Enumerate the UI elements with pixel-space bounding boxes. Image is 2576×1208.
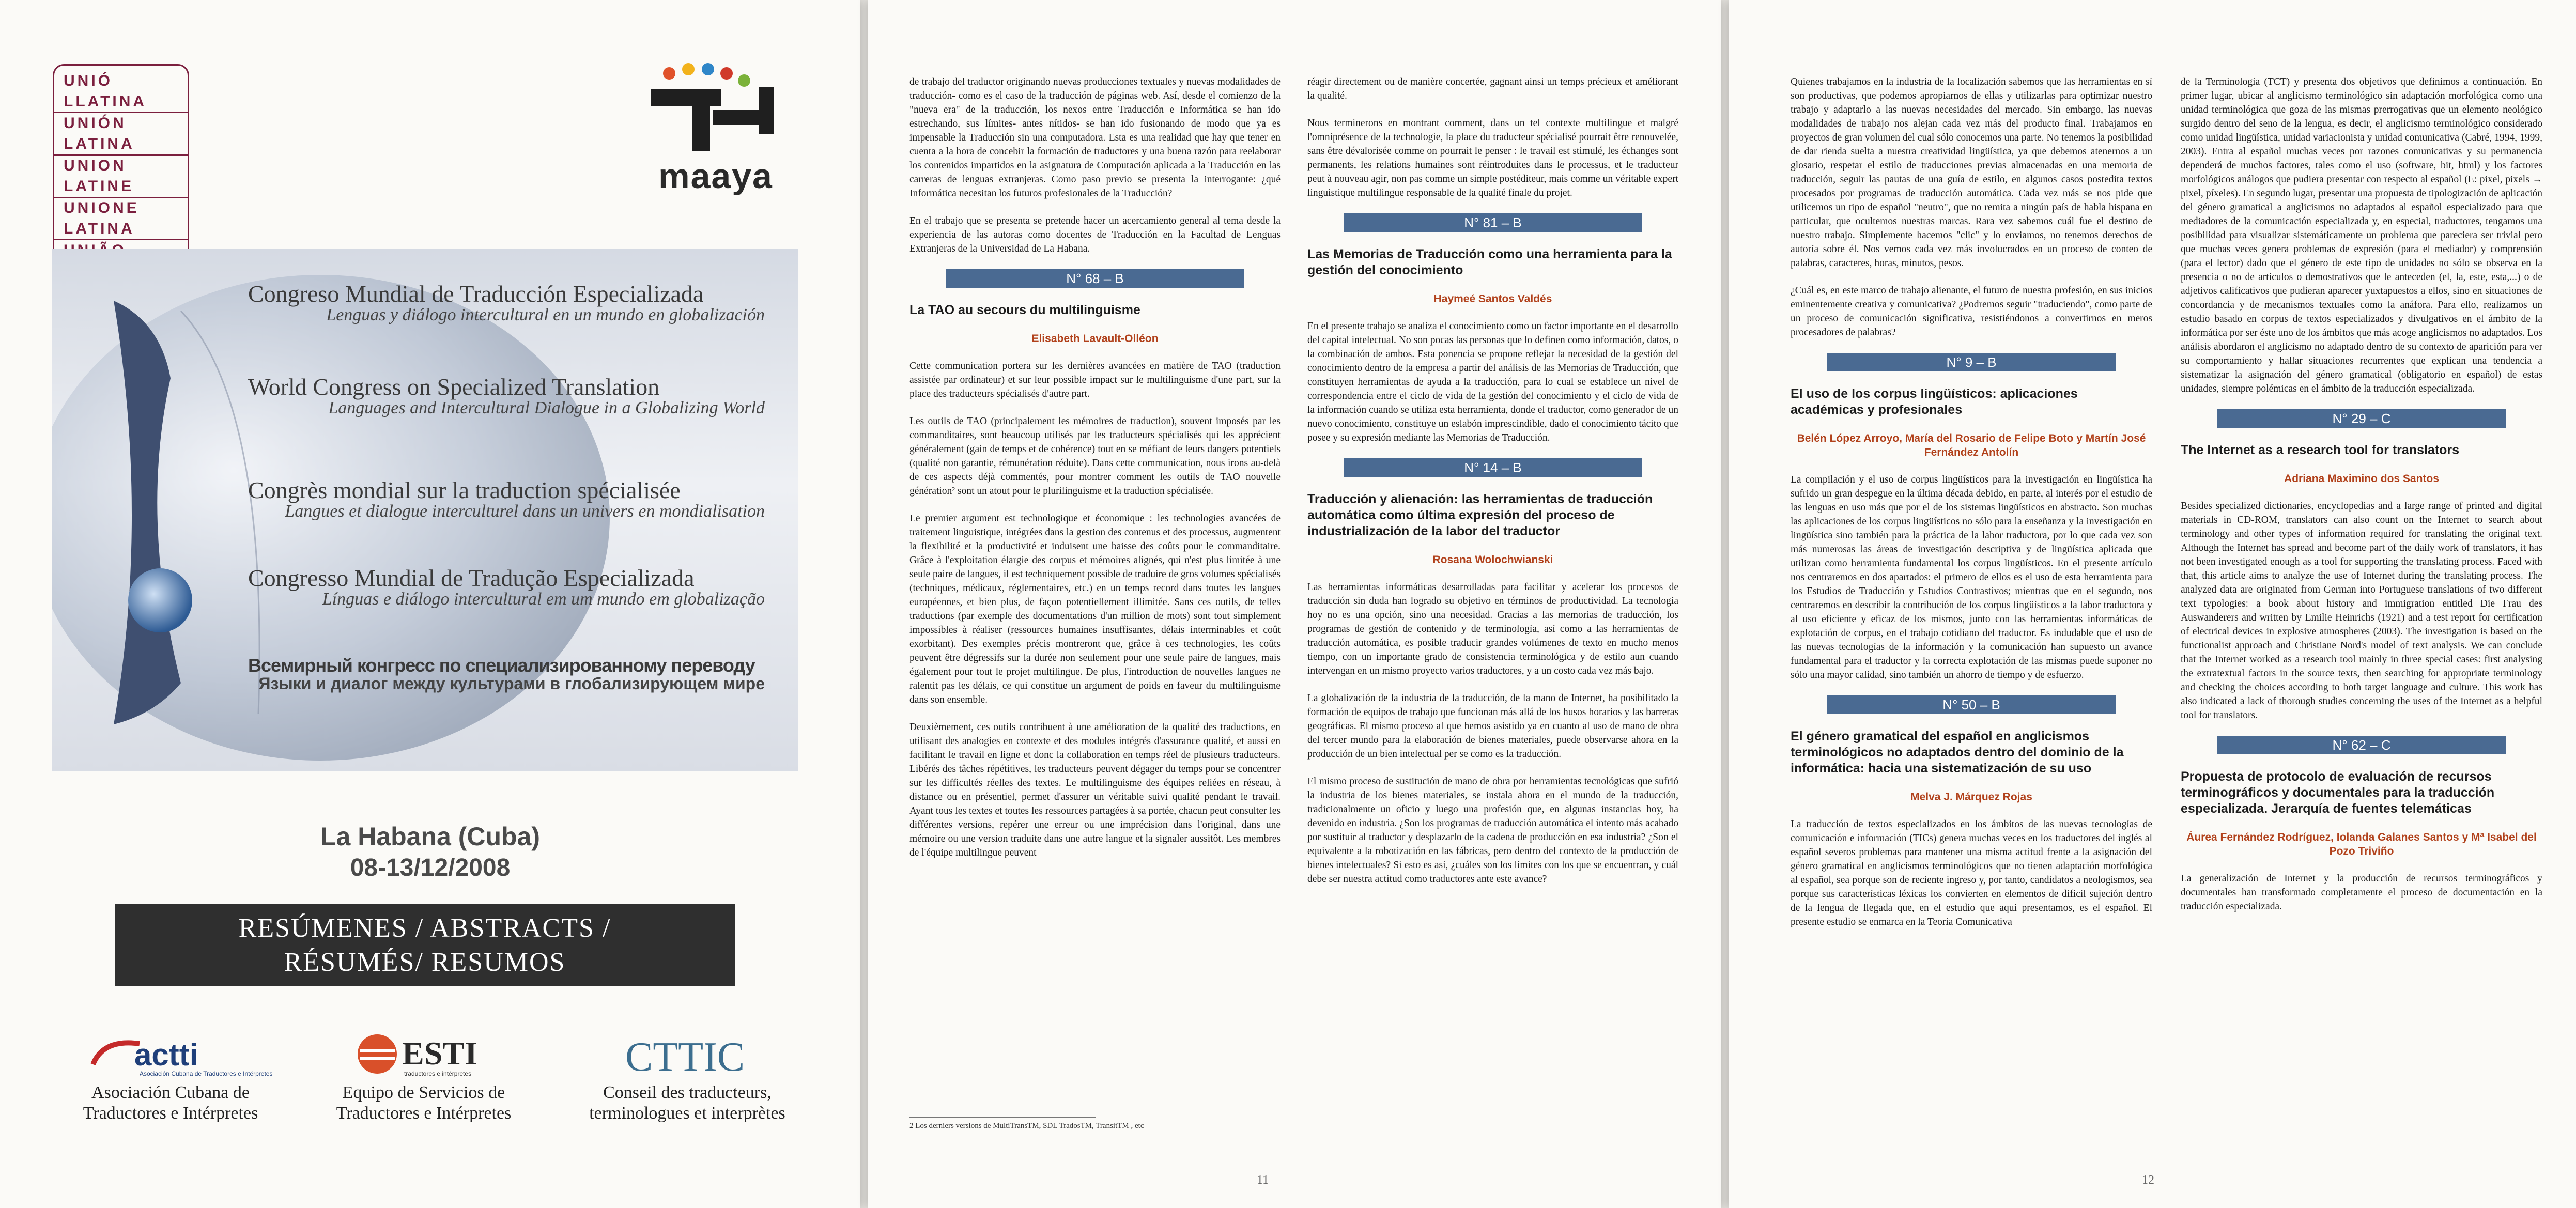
congress-dates: 08-13/12/2008 — [350, 854, 511, 881]
abstract-title: El uso de los corpus lingüísticos: aplicaciones académicas y profesionales — [1791, 386, 2078, 417]
paragraph: Deuxièmement, ces outils contribuent à une amélioration de la qualité des traductions, en utilisant des analogies en contexte et des modules intégrés d'assurance qualité, et aussi en facilitant le travail en ligne et donc la collaboration en temps réel de plusieurs traducteurs. Libérés des tâches répétitives, les traducteurs peuvent dégager du temps pour se concentrer sur les difficultés réelles des textes. Le multilinguisme des équipes reliées en réseau, à distance ou en présentiel, permet d'assurer un véritable suivi qualité pendant le travail. Ayant tous les textes et toutes les ressources partagées à sa portée, chacun peut consulter les différentes versions, repérer une erreur ou une imprécision dans l'original, dans une mémoire ou une version traduite dans une autre langue et la signaler aussitôt. Les membres de l'équipe multilingue peuvent — [909, 722, 1281, 858]
paragraph: El mismo proceso de sustitución de mano de obra por herramientas tecnológicas que sufrió la industria de los bienes materiales, se instala ahora en el mundo de la traducción, tradicionalmente un oficio y luego una profesión que, en algunas instancias hoy, ha devenido en industria. ¿Son los programas de traducción automática el intento más acabado por sustituir al traductor y desplazarlo de la cadena de producción en esa industria? ¿Son el equivalente a la robotización en las fábricas, pero dentro del contexto de la producción de bienes intelectuales? Si esto es así, ¿cuáles son los límites con los que se encuentran, y cuál debe ser nuestra actitud como traductores ante este avance? — [1307, 776, 1678, 885]
paragraph: réagir directement ou de manière concertée, gagnant ainsi un temps précieux et améliorant la qualité. — [1307, 76, 1678, 101]
paragraph: Nous terminerons en montrant comment, dans un tel contexte multilingue et malgré l'omniprésence de la technologie, la place du traducteur spécialisé pourrait être renouvelée, sans être dévalorisée comme on pourrait le penser : le travail est stimulé, les échanges sont permanents, les relations humaines sont réintroduites dans le processus, et le traducteur peut à nouveau agir, non pas comme un simple postéditeur, mais comme un véritable expert linguistique multilingue responsable de la qualité finale du projet. — [1307, 118, 1678, 198]
title-es: Congreso Mundial de Traducción Especializada Lenguas y diálogo intercultural en un mundo en globalización — [248, 281, 765, 324]
cttic-logo-icon — [568, 1028, 806, 1080]
esti-logo-icon — [315, 1028, 532, 1080]
title-pt: Congresso Mundial de Tradução Especializada Línguas e diálogo intercultural em um mundo em globalização — [248, 565, 765, 609]
abstract-author: Áurea Fernández Rodríguez, Iolanda Galanes Santos y Mª Isabel del Pozo Triviño — [2186, 831, 2537, 857]
abstract-number: N° 50 – B — [1827, 695, 2116, 714]
abstract-title: Las Memorias de Traducción como una herramienta para la gestión del conocimiento — [1307, 247, 1672, 277]
cover-page — [0, 0, 860, 1208]
org-actti: actti Asociación Cubana de Traductores e Intérpretes Asociación Cubana de Traductores e Intérpretes — [62, 1028, 279, 1124]
abstract-number: N° 14 – B — [1344, 458, 1642, 477]
svg-text:CTTIC: CTTIC — [625, 1034, 745, 1080]
abstract-author: Adriana Maximino dos Santos — [2284, 473, 2439, 485]
abstract-author: Melva J. Márquez Rojas — [1910, 791, 2032, 803]
abstract-title: The Internet as a research tool for translators — [2181, 443, 2460, 457]
congress-banner — [52, 249, 798, 771]
paragraph: En el trabajo que se presenta se pretende hacer un acercamiento general al tema desde la experiencia de las autoras como docentes de Traducción en la Facultad de Lenguas Extranjeras de la Universidad de La Habana. — [909, 215, 1281, 254]
org-cttic: CTTIC Conseil des traducteurs, terminologues et interprètes — [568, 1028, 806, 1124]
paragraph: Quienes trabajamos en la industria de la localización sabemos que las herramientas en sí son productivas, que podemos apropiarnos de ellas y utilizarlas para optimizar nuestro trabajo y adaptarlo a las nuevas necesidades del mercado. Sin embargo, las nuevas modalidades de trabajo nos alejan cada vez más del producto final. Trabajamos en proyectos de gran volumen del cual sólo conocemos una parte. No tenemos la posibilidad de dar rienda suelta a nuestra creatividad lingüística, ya que debemos atenernos a un glosario, respetar el estilo de traducciones previas almacenadas en una memoria de traducción, seguir las pautas de una guía de estilo, en algunos casos postedita textos procesados por programas de traducción automática. Cada vez más se nos pide que utilicemos un tipo de español "neutro", que no remita a ningún país de habla hispana en particular, que ocultemos nuestras marcas. Rara vez sabemos cuál fue el destino de nuestro trabajo. Simplemente hacemos "clic" y lo enviamos, no tenemos derechos de autoría sobre él. Nos vemos cada vez más involucrados en un proceso de conteo de palabras, caracteres, horas, minutos, pesos. — [1791, 76, 2152, 269]
page-number: 12 — [2142, 1173, 2154, 1187]
abstract-author: Elisabeth Lavault-Olléon — [1031, 333, 1159, 345]
page-number: 11 — [1257, 1173, 1269, 1187]
abstract-number: N° 62 – C — [2217, 736, 2506, 754]
abstract-number: N° 81 – B — [1344, 213, 1642, 232]
paragraph: Les outils de TAO (principalement les mémoires de traduction), souvent imposés par les commanditaires, sont beaucoup utilisés par les traducteurs spécialisés qui les apprécient généralement (gain de temps et de cohérence) tout en se méfiant de leurs dangers potentiels (qualité non garantie, rémunération réduite). Dans cette communication, nous irons au-delà de ces aspects déjà commentés, pour montrer comment les outils de TAO nouvelle génération² sont un atout pour le plurilinguisme et la traduction spécialisée. — [909, 416, 1281, 497]
abstract-author: Belén López Arroyo, María del Rosario de Felipe Boto y Martín José Fernández Antolín — [1797, 432, 2146, 458]
svg-text:traductores e intérpretes: traductores e intérpretes — [404, 1070, 472, 1077]
abstract-number: N° 29 – C — [2217, 409, 2506, 428]
paragraph: La generalización de Internet y la producción de recursos terminográficos y documentales han transformado completamente el proceso de documentación en la traducción especializada. — [2181, 873, 2542, 912]
paragraph: Le premier argument est technologique et économique : les technologies avancées de traitement linguistique, intégrées dans la gestion des contenus et des processus, augmentent la flexibilité et la productivité et induisent une baisse des coûts pour le commanditaire. Grâce à l'exploitation élargie des corpus et mémoires alignés, qui n'est plus limitée à une seule paire de langues, il est techniquement possible de traduire de gros volumes spécialisés (techniques, médicaux, réglementaires, etc.) en un temps record dans toutes les langues européennes, et bien plus, de façon potentiellement illimitée. Sans ces outils, de telles traductions (par exemple des documentations d'un million de mots) sont tout simplement impossibles à réaliser (ressources humaines insuffisantes, délais interminables et coût exorbitant). Des exemples précis montreront que, grâce à ces technologies, les coûts peuvent être dégressifs sur la durée non seulement pour une seule paire de langues, mais également pour tout le projet multilingue. De plus, l'introduction de nouvelles langues ne ralentit pas les délais, ce qui constitue un argument de poids en faveur du multilinguisme dans son ensemble. — [909, 513, 1281, 705]
title-en: World Congress on Specialized Translation Languages and Intercultural Dialogue in a Globalizing World — [248, 374, 765, 417]
abstract-title: La TAO au secours du multilinguisme — [909, 303, 1140, 317]
page11-column-1 — [909, 75, 1281, 873]
paragraph: Besides specialized dictionaries, encyclopedias and a large range of printed and digital materials in CD-ROM, translators can also count on the Internet to search about terminology and other types of information required for translating the original text. Although the Internet has spread and become part of the daily work of translators, it has not been investigated enough as a tool for supporting the translating process. Faced with that, this article aims to analyze the use of Internet during the translating process. The analyzed data are originated from German into Portuguese translations of two different text typologies: a book about history and immigration entitled Die Frau des Auswanderers and written by Emilie Heinrichs (1921) and a test report for certification of electrical devices in explosive atmospheres (2003). The investigation is based on the functionalist approach and Christiane Nord's model of text analysis. We can conclude that the Internet worked as a research tool mainly in three special cases: first analysing the extratextual factors in the source texts, then searching for appropriate terminology and checking the choices according to both target language and culture. This work has also indicated a lack of thorough studies concerning the uses of the Internet as a helpful tool for translators. — [2181, 501, 2542, 721]
paragraph: La globalización de la industria de la traducción, de la mano de Internet, ha posibilitado la formación de equipos de trabajo que funcionan más allá de los husos horarios y las barreras geográficas. El mismo proceso al que hemos asistido ya en cuanto al uso de mano de obra del tercer mundo para la elaboración de bienes materiales, puede observarse ahora en la producción de un bien intelectual per se como es la traducción. — [1307, 693, 1678, 760]
page12-column-2 — [2181, 75, 2542, 927]
abstract-title: Traducción y alienación: las herramientas de traducción automática como última expresión del proceso de industrialización de la labor del traductor — [1307, 492, 1653, 538]
title-fr: Congrès mondial sur la traduction spécialisée Langues et dialogue interculturel dans un univers en mondialisation — [248, 477, 765, 521]
svg-text:actti: actti — [134, 1037, 198, 1072]
title-ru: Всемирный конгресс по специализированному переводу Языки и диалог между культурами в глобализирующем мире — [248, 655, 765, 693]
paragraph: En el presente trabajo se analiza el conocimiento como un factor importante en el desarrollo del capital intelectual. No son pocas las personas que lo definen como información, datos, o la combinación de ambos. Esta ponencia se propone reflejar la necesidad de la gestión del conocimiento dentro de la empresa a partir del análisis de las Memorias de Traducción, que constituyen herramientas de ayuda a la traducción, para lo cual se establece un nivel de correspondencia entre el ciclo de vida de la gestión del conocimiento y el ciclo de vida de la información cuando se utiliza esta herramienta, donde el traductor, como generador de un nuevo conocimiento, constituye un eslabón imprescindible, dado el conocimiento tácito que posee y su expresión mediante las Memorias de Traducción. — [1307, 321, 1678, 443]
svg-text:Asociación Cubana de Traductor: Asociación Cubana de Traductores e Intérpretes — [140, 1070, 273, 1077]
maaya-mark-icon — [641, 62, 791, 160]
footnote: 2 Los derniers versions de MultiTransTM, SDL TradosTM, TransitTM , etc — [909, 1117, 1096, 1130]
abstract-author: Rosana Wolochwianski — [1432, 554, 1553, 566]
paragraph: ¿Cuál es, en este marco de trabajo alienante, el futuro de nuestra profesión, en sus inicios eminentemente creativa y comunicativa? ¿Podremos seguir "traduciendo", como parte de un proceso de comunicación significativa, resistiéndonos a convertirnos en meros procesadores de palabras? — [1791, 285, 2152, 338]
paragraph: Las herramientas informáticas desarrolladas para facilitar y acelerar los procesos de traducción sin duda han logrado su objetivo en términos de productividad. La tecnología hoy no es una opción, sino una necesidad. Gracias a las memorias de traducción, los programas de gestión de contenido y de terminología, así como a las herramientas de traducción automática, es posible traducir grandes volúmenes de texto en mucho menos tiempo, con un importante grado de consistencia terminológica y de estilo aun cuando intervengan en un mismo proyecto varios traductores, y a un costo cada vez más bajo. — [1307, 582, 1678, 676]
paragraph: La compilación y el uso de corpus lingüísticos para la investigación en lingüística ha sufrido un gran despegue en la última década debido, en parte, al interés por el estudio de las lenguas en uso más que por el de los sistemas lingüísticos en abstracto. Son muchas las aplicaciones de los corpus lingüísticos no sólo para la enseñanza y la investigación en lingüística sino también para la práctica de la labor traductora, por lo que cada vez son más numerosas las áreas de investigación descriptiva y de lingüística aplicada que utilizan como herramienta fundamental los corpus lingüísticos. En el presente artículo nos centraremos en dos apartados: el primero de ellos es el uso de esta herramienta para los Estudios de Traducción y Estudios Contrastivos; mientras que en el segundo, nos centraremos en describir la contribución de los corpus lingüísticos a la labor traductora y al uso eficiente y eficaz de los mismos, junto con las herramientas informáticas de explotación de corpus, en el trabajo cotidiano del traductor. Es indudable que el uso de las nuevas tecnologías de la información y la comunicación han supuesto un avance fundamental para el traductor y la correcta explotación de las mismas puede suponer no sólo una mayor calidad, sino también un ahorro de tiempo y de esfuerzo. — [1791, 474, 2152, 680]
abstract-number: N° 68 – B — [946, 269, 1244, 288]
paragraph: Cette communication portera sur les dernières avancées en matière de TAO (traduction assistée par ordinateur) et sur leur possible impact sur le multilinguisme d'une part, sur la place des traducteurs spécialisés d'autre part. — [909, 361, 1281, 399]
paragraph: de la Terminología (TCT) y presenta dos objetivos que definimos a continuación. En primer lugar, ubicar al anglicismo terminológico sin adaptación morfológica como una unidad terminológica que goza de las mismas prerrogativas que un elemento neológico surgido dentro del seno de la lengua, es decir, el anglicismo terminológico considerado como unidad lingüística, unidad variacionista y unidad comunicativa (Cabré, 1994, 1999, 2003). Entra al español muchas veces por razones comunicativas y su permanencia dependerá de muchos factores, tales como el uso (software, bit, html) y los factores morfológicos análogos que pudiera presentar con respecto al español (E: pixel, pixels → pixel, píxeles). En segundo lugar, presentar una propuesta de tipologización de aplicación del género gramatical a anglicismos no adaptados al español especializado para que mediadores de la comunicación especializada y, en especial, traductores, tengamos una posibilidad para visualizar sistemáticamente un problema que pareciera ser trivial pero que muchas veces genera problemas de expresión (para el mediador) y comprensión (para el lector) dado que el género de este tipo de unidades no sólo se observa en la presencia o no de artículos o demostrativos que le anteceden (el, la, este, esta,...) o de adjetivos calificativos que pudieran aparecer yuxtapuestos a ellos, sino en situaciones de concordancia y de mecanismos textuales como la anáfora. Para ello, realizamos un estudio basado en corpus de textos especializados y divulgativos en el ámbito de la informática por ser éste uno de los ámbitos que más acoge anglicismos no adaptados. Los análisis abordaron el anglicismo no adaptado dentro de su contexto de aparición para ver su comportamiento y hallar situaciones recurrentes que explican una tendencia a sistematizar la asignación del género gramatical (obligatorio en español) de estas unidades, siempre polémicas en el ámbito de la traducción especializada. — [2181, 76, 2542, 394]
page11-column-2 — [1307, 75, 1678, 900]
abstract-number: N° 9 – B — [1827, 353, 2116, 371]
paragraph: La traducción de textos especializados en los ámbitos de las nuevas tecnologías de comunicación e información (TICs) genera muchas veces en los traductores del inglés al español severos problemas para mantener una misma actitud frente a la asignación del género gramatical en anglicismos terminológicos que no tienen adaptación morfológica al español, sea porque son de reciente ingreso y, por tanto, candidatos a neologismos, sea porque sus características léxicas los convierten en elementos de difícil sujeción dentro de la lengua de llegada que, en el estudio que aquí presentamos, es el español. El presente estudio se enmarca en la Teoría Comunicativa — [1791, 819, 2152, 927]
paragraph: de trabajo del traductor originando nuevas producciones textuales y nuevas modalidades de traducción- como es el caso de la traducción de páginas web. Así, desde el comienzo de la "nueva era" de la traducción, los nexos entre Traducción e Informática se han ido estrechando, sus límites- antes nítidos- se han ido fusionando de modo que ya es impensable la Traducción sin una computadora. Esta es una realidad que hay que tener en cuenta a la hora de concebir la formación de traductores y una buena razón para reelaborar los contenidos impartidos en la asignatura de Computación aplicada a la Traducción en las carreras de lenguas extranjeras. Como paso previo se presenta la interrogante: ¿qué Informática necesitan los futuros profesionales de la Traducción? — [909, 76, 1281, 199]
actti-logo-icon — [62, 1028, 279, 1080]
page-12 — [1729, 0, 2576, 1208]
abstract-title: El género gramatical del español en anglicismos terminológicos no adaptados dentro del dominio de la informática: hacia una sistematización de su uso — [1791, 729, 2124, 776]
abstract-title: Propuesta de protocolo de evaluación de recursos terminográficos y documentales para la traducción especializada. Jerarquía de fuentes telemáticas — [2181, 769, 2495, 816]
resumenes-bar: RESÚMENES / ABSTRACTS / RÉSUMÉS/ RESUMOS — [115, 904, 735, 986]
page-11 — [868, 0, 1721, 1208]
congress-place: La Habana (Cuba) — [320, 822, 541, 851]
maaya-wordmark: maaya — [658, 157, 773, 196]
abstract-author: Haymeé Santos Valdés — [1433, 293, 1552, 305]
union-latina-logo: UNIÓ LLATINA UNIÓN LATINA UNION LATINE UNIONE LATINA — [53, 64, 189, 331]
svg-text:ESTI: ESTI — [402, 1035, 477, 1072]
page12-column-1 — [1791, 75, 2152, 942]
org-esti: ESTI traductores e intérpretes Equipo de Servicios de Traductores e Intérpretes — [315, 1028, 532, 1124]
maaya-logo — [641, 62, 791, 196]
